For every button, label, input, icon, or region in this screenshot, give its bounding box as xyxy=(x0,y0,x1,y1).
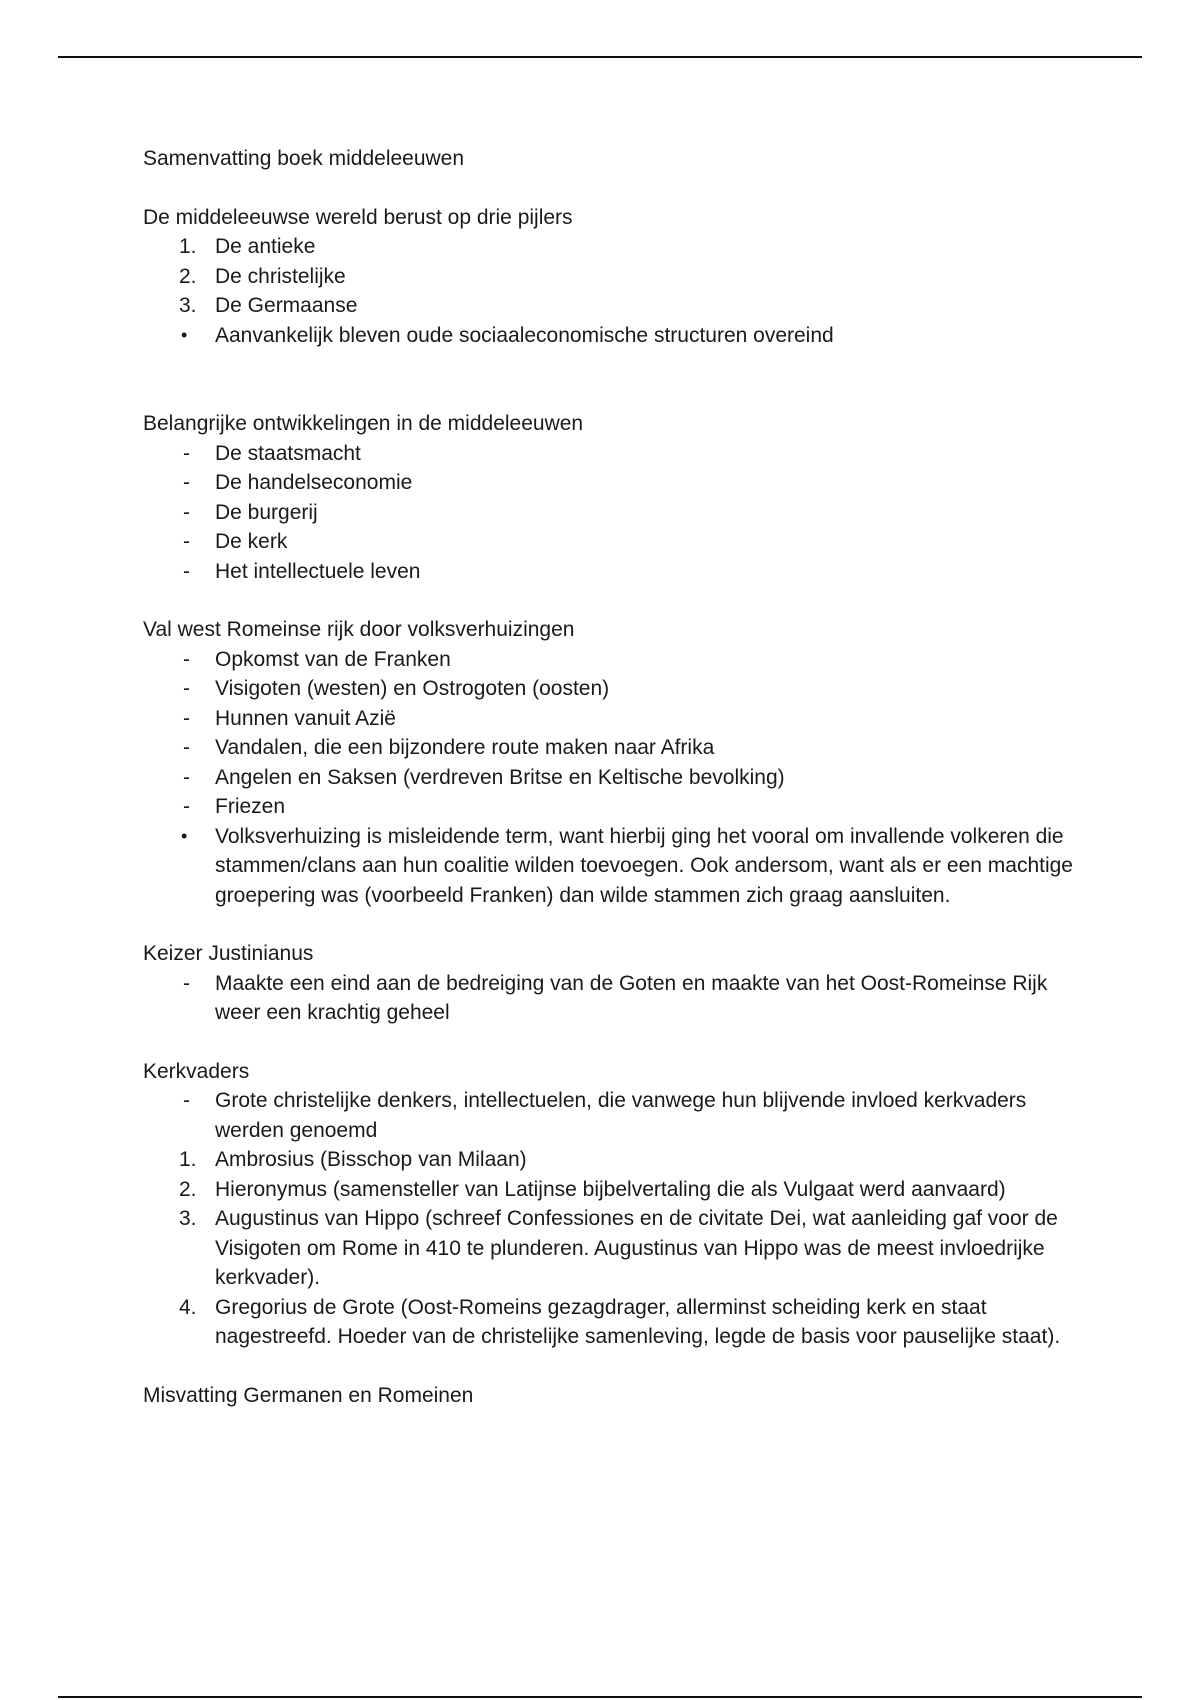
list-item xyxy=(143,232,1083,262)
list-item-text: Volksverhuizing is misleidende term, want hierbij ging het vooral om invallende volkeren die stammen/clans aan hun coalitie wilden toevoegen. Ook andersom, want als er een machtige groepering was (voorbeeld Franken) dan wilde stammen zich graag aansluiten. xyxy=(215,824,1073,907)
list-item xyxy=(143,262,1083,292)
section-heading-justinianus: Keizer Justinianus xyxy=(143,942,314,965)
list-item-text: De burgerij xyxy=(215,500,318,524)
list-marker: 2. xyxy=(179,1177,197,1201)
list-marker: 2. xyxy=(179,264,197,288)
list-item xyxy=(143,704,1083,734)
list-pijlers xyxy=(143,232,1083,350)
list-volksverhuizingen xyxy=(143,645,1083,911)
document-title: Samenvatting boek middeleeuwen xyxy=(143,147,465,170)
list-marker: 4. xyxy=(179,1295,197,1319)
page-top-rule xyxy=(58,56,1142,58)
list-item xyxy=(143,1086,1083,1145)
list-marker: - xyxy=(183,530,190,553)
list-item-text: Augustinus van Hippo (schreef Confessiones en de civitate Dei, wat aanleiding gaf voor de Visigoten om Rome in 410 te plunderen. Augustinus van Hippo was de meest invloedrijke kerkvader). xyxy=(215,1207,1058,1289)
list-item-text: Angelen en Saksen (verdreven Britse en Keltische bevolking) xyxy=(215,765,785,789)
bullet-icon: • xyxy=(181,324,188,345)
list-item xyxy=(143,1293,1083,1352)
list-marker: - xyxy=(183,441,190,465)
list-item-text: Aanvankelijk bleven oude sociaaleconomische structuren overeind xyxy=(215,323,834,347)
bullet-icon: • xyxy=(181,825,188,846)
list-item xyxy=(143,557,1083,587)
list-item-text: De christelijke xyxy=(215,264,346,288)
page-bottom-rule xyxy=(58,1696,1142,1698)
section-heading-kerkvaders: Kerkvaders xyxy=(143,1059,250,1083)
list-marker: - xyxy=(183,795,190,818)
list-item xyxy=(143,792,1083,822)
list-item-text: Opkomst van de Franken xyxy=(215,647,451,671)
list-item xyxy=(143,969,1083,1028)
list-marker: - xyxy=(183,1089,190,1112)
list-item xyxy=(143,439,1083,469)
list-marker: - xyxy=(183,971,190,995)
section-heading-pijlers: De middeleeuwse wereld berust op drie pijlers xyxy=(143,205,573,229)
list-item xyxy=(143,527,1083,557)
list-item-text: Vandalen, die een bijzondere route maken naar Afrika xyxy=(215,736,715,759)
list-item-text: De staatsmacht xyxy=(215,441,361,465)
list-item xyxy=(143,674,1083,704)
list-marker: 3. xyxy=(179,294,197,317)
list-item-text: De kerk xyxy=(215,530,288,553)
list-item xyxy=(143,291,1083,321)
list-marker: 1. xyxy=(179,235,197,258)
list-item xyxy=(143,733,1083,763)
list-item-text: Visigoten (westen) en Ostrogoten (oosten) xyxy=(215,677,610,700)
list-item xyxy=(143,498,1083,528)
list-marker: - xyxy=(183,559,190,583)
list-item xyxy=(143,822,1083,911)
list-marker: - xyxy=(183,765,190,789)
list-marker: 1. xyxy=(179,1148,197,1171)
list-item-text: Grote christelijke denkers, intellectuelen, die vanwege hun blijvende invloed kerkvaders werden genoemd xyxy=(215,1089,1027,1142)
list-marker: - xyxy=(183,471,190,494)
list-marker: - xyxy=(183,736,190,759)
list-item-text: Hunnen vanuit Azië xyxy=(215,706,396,730)
document-body xyxy=(143,144,1083,1410)
list-item-text: Hieronymus (samensteller van Latijnse bijbelvertaling die als Vulgaat werd aanvaard) xyxy=(215,1177,1006,1201)
list-marker: 3. xyxy=(179,1207,197,1230)
list-item xyxy=(143,645,1083,675)
list-marker: - xyxy=(183,677,190,700)
list-kerkvaders xyxy=(143,1086,1083,1352)
section-heading-volksverhuizingen: Val west Romeinse rijk door volksverhuizingen xyxy=(143,618,575,641)
list-item-text: De handelseconomie xyxy=(215,471,413,494)
list-item-text: De Germaanse xyxy=(215,294,358,317)
list-justinianus xyxy=(143,969,1083,1028)
list-item xyxy=(143,1175,1083,1205)
list-item xyxy=(143,763,1083,793)
list-item-text: Maakte een eind aan de bedreiging van de Goten en maakte van het Oost-Romeinse Rijk weer een krachtig geheel xyxy=(215,971,1048,1024)
list-item-text: Friezen xyxy=(215,795,286,818)
list-item xyxy=(143,1145,1083,1175)
list-item-text: Ambrosius (Bisschop van Milaan) xyxy=(215,1148,527,1171)
list-marker: - xyxy=(183,706,190,730)
section-heading-misvatting: Misvatting Germanen en Romeinen xyxy=(143,1383,474,1407)
list-item xyxy=(143,1204,1083,1293)
list-item-text: Gregorius de Grote (Oost-Romeins gezagdrager, allerminst scheiding kerk en staat nagestreefd. Hoeder van de christelijke samenleving, legde de basis voor pauselijke staat). xyxy=(215,1295,1061,1348)
list-marker: - xyxy=(183,500,190,524)
list-marker: - xyxy=(183,647,190,671)
list-item xyxy=(143,468,1083,498)
section-heading-ontwikkelingen: Belangrijke ontwikkelingen in de middeleeuwen xyxy=(143,412,584,435)
list-item-text: De antieke xyxy=(215,235,316,258)
list-item-text: Het intellectuele leven xyxy=(215,559,421,583)
list-item xyxy=(143,321,1083,351)
list-ontwikkelingen xyxy=(143,439,1083,587)
